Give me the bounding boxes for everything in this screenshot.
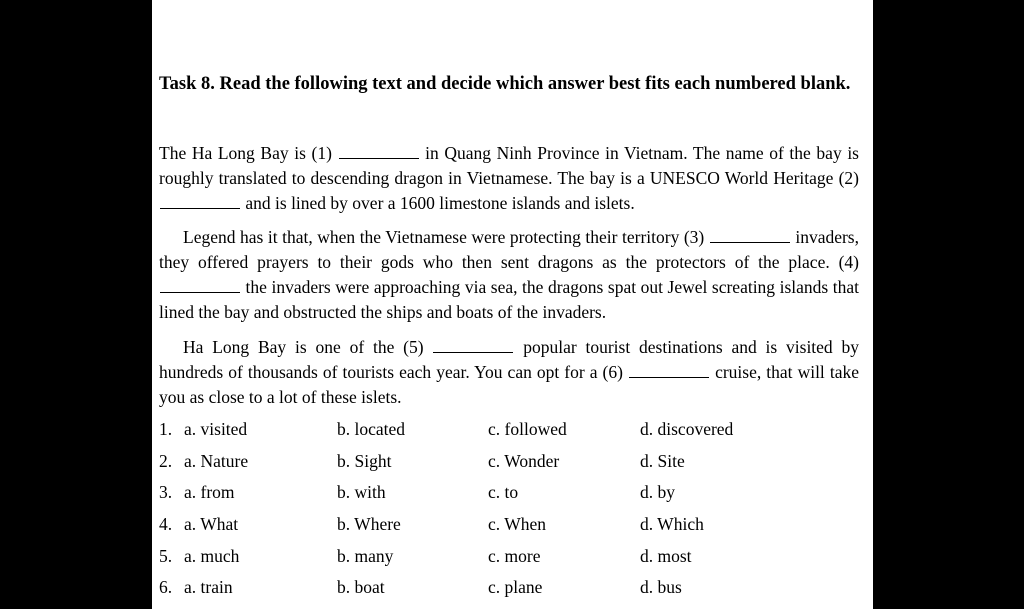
blank-2 — [160, 195, 240, 209]
question-number: 6. — [159, 577, 173, 597]
option-d: d. discovered — [640, 419, 734, 439]
document-page — [152, 0, 873, 609]
option-a: a. What — [184, 514, 239, 534]
option-c: c. to — [488, 482, 519, 502]
question-number: 1. — [159, 419, 173, 439]
blank-4 — [160, 279, 240, 293]
option-b: b. Where — [337, 514, 401, 534]
question-row-2 — [159, 451, 859, 483]
option-b: b. with — [337, 482, 386, 502]
question-number: 5. — [159, 546, 173, 566]
task-title: Task 8. Read the following text and decide which answer best fits each numbered blank. — [159, 74, 851, 94]
paragraph-1-part-1: The Ha Long Bay is (1) — [159, 143, 338, 163]
option-d: d. Site — [640, 451, 685, 471]
option-d: d. bus — [640, 577, 682, 597]
question-number: 2. — [159, 451, 173, 471]
question-row-3 — [159, 482, 859, 514]
paragraph-3-part-3: cruise, that will take you as close to a lot of these islets. — [159, 362, 859, 407]
blank-3 — [710, 229, 790, 243]
paragraph-2-part-3: the invaders were approaching via sea, the dragons spat out Jewel screating islands that lined the bay and obstructed the ships and boats of the invaders. — [159, 277, 859, 322]
paragraph-1-part-3: and is lined by over a 1600 limestone islands and islets. — [241, 193, 635, 213]
option-c: c. more — [488, 546, 541, 566]
option-d: d. Which — [640, 514, 704, 534]
option-a: a. Nature — [184, 451, 249, 471]
option-c: c. Wonder — [488, 451, 560, 471]
option-b: b. boat — [337, 577, 385, 597]
question-row-6 — [159, 577, 859, 609]
paragraph-2-part-2: invaders, they offered prayers to their gods who then sent dragons as the protectors of the place. (4) — [159, 227, 859, 272]
paragraph-1-part-2: in Quang Ninh Province in Vietnam. The name of the bay is roughly translated to descending dragon in Vietnamese. The bay is a UNESCO World Heritage (2) — [159, 143, 859, 188]
paragraph-2 — [159, 225, 859, 325]
option-d: d. by — [640, 482, 675, 502]
option-a: a. visited — [184, 419, 248, 439]
blank-1 — [339, 145, 419, 159]
option-a: a. from — [184, 482, 235, 502]
option-b: b. Sight — [337, 451, 392, 471]
option-b: b. many — [337, 546, 394, 566]
option-c: c. When — [488, 514, 546, 534]
paragraph-3-part-2: popular tourist destinations and is visited by hundreds of thousands of tourists each year. You can opt for a (6) — [159, 337, 860, 382]
question-row-4 — [159, 514, 859, 546]
option-a: a. much — [184, 546, 240, 566]
option-d: d. most — [640, 546, 692, 566]
option-a: a. train — [184, 577, 233, 597]
option-c: c. followed — [488, 419, 567, 439]
paragraph-1 — [159, 141, 859, 216]
question-number: 3. — [159, 482, 173, 502]
blank-6 — [629, 364, 709, 378]
paragraph-2-part-1: Legend has it that, when the Vietnamese were protecting their territory (3) — [183, 227, 709, 247]
option-b: b. located — [337, 419, 406, 439]
paragraph-3 — [159, 335, 859, 410]
option-c: c. plane — [488, 577, 543, 597]
blank-5 — [433, 339, 513, 353]
question-number: 4. — [159, 514, 173, 534]
question-row-1 — [159, 419, 859, 451]
paragraph-3-part-1: Ha Long Bay is one of the (5) — [183, 337, 433, 357]
question-row-5 — [159, 546, 859, 578]
